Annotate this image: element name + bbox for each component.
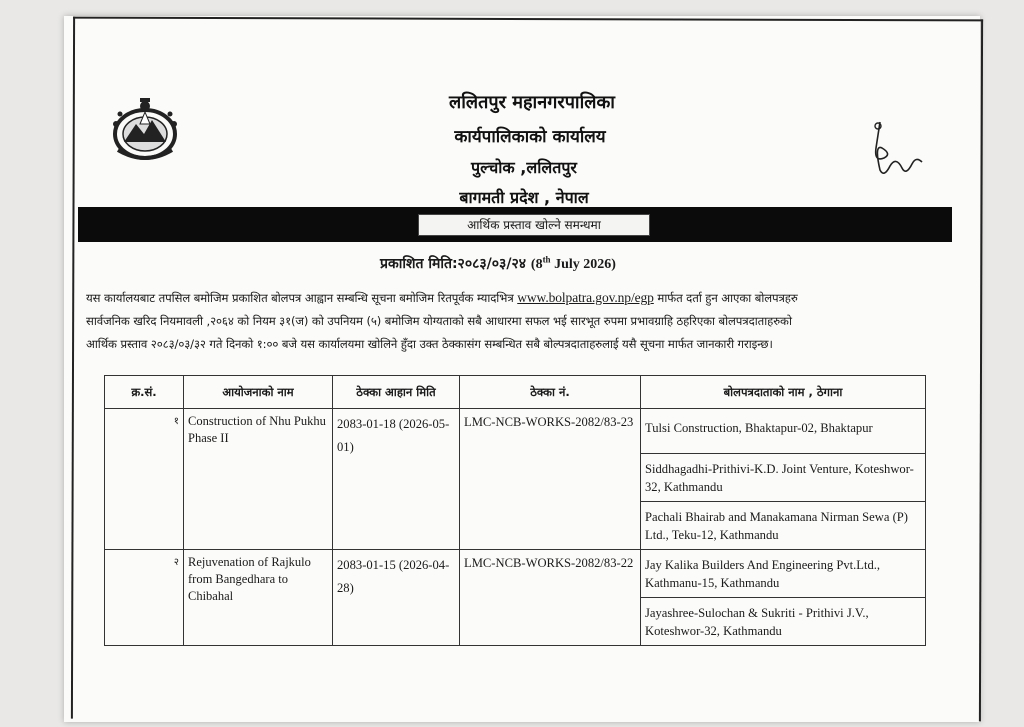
row-project: Construction of Nhu Pukhu Phase II	[184, 409, 333, 550]
header-contract: ठेक्का नं.	[460, 376, 641, 409]
paragraph-line-3: आर्थिक प्रस्ताव २०८३/०३/३२ गते दिनको १:०० बजे यस कार्यालयमा खोलिने हुँदा उक्त ठेक्कासंग सम्बन्धित सबै बोल्पत्रदाताहरुलाई यसै सूचना मार्फत जानकारी गराइन्छ।	[86, 337, 773, 351]
row-bidders	[641, 409, 926, 550]
row-contract: LMC-NCB-WORKS-2082/83-22	[460, 550, 641, 646]
egp-link[interactable]: www.bolpatra.gov.np/egp	[517, 290, 654, 305]
paragraph-line-2: सार्वजनिक खरिद नियमावली ,२०६४ को नियम ३१(ज) को उपनियम (५) बमोजिम योग्यताको सबै आधारमा सफल भई सारभूत रुपमा प्रभावग्राहि ठहरिएका बोलपत्रदाताहरुको	[86, 314, 792, 328]
publication-date-english: (8th July 2026)	[530, 254, 616, 272]
header-date: ठेक्का आहान मिति	[333, 376, 460, 409]
province-country: बागमती प्रदेश , नेपाल	[459, 188, 589, 207]
header-sn: क्र.सं.	[105, 376, 184, 409]
publication-date-label: प्रकाशित मिति:२०८३/०३/२४	[380, 256, 527, 272]
office-name: कार्यपालिकाको कार्यालय	[454, 127, 606, 147]
row-date: 2083-01-18 (2026-05-01)	[333, 409, 460, 550]
notice-paragraph	[86, 286, 956, 356]
row-sn: १	[105, 409, 184, 550]
bidder-item: Siddhagadhi-Prithivi-K.D. Joint Venture, Koteshwor-32, Kathmandu	[641, 454, 925, 502]
header-project: आयोजनाको नाम	[184, 376, 333, 409]
row-date: 2083-01-15 (2026-04-28)	[333, 550, 460, 646]
header-bidders: बोलपत्रदाताको नाम , ठेगाना	[641, 376, 926, 409]
bidder-item: Pachali Bhairab and Manakamana Nirman Sewa (P) Ltd., Teku-12, Kathmandu	[645, 510, 908, 542]
bidder-item: Tulsi Construction, Bhaktapur-02, Bhaktapur	[641, 409, 925, 454]
table-row	[105, 409, 926, 550]
table-row	[105, 550, 926, 646]
paragraph-line-1: यस कार्यालयबाट तपसिल बमोजिम प्रकाशित बोलपत्र आह्वान सम्बन्धि सूचना बमोजिम रितपूर्वक म्यादभित्र www.bolpatra.gov.np/egp मार्फत दर्ता हुन आएका बोलपत्रहरु	[86, 290, 798, 305]
notice-subject: आर्थिक प्रस्ताव खोल्ने समन्धमा	[418, 214, 650, 236]
bidder-item: Jay Kalika Builders And Engineering Pvt.Ltd., Kathmanu-15, Kathmandu	[641, 550, 925, 598]
row-project: Rejuvenation of Rajkulo from Bangedhara to Chibahal	[184, 550, 333, 646]
row-contract: LMC-NCB-WORKS-2082/83-23	[460, 409, 641, 550]
publication-date	[380, 254, 616, 273]
row-bidders	[641, 550, 926, 646]
row-sn: २	[105, 550, 184, 646]
office-location: पुल्चोक ,ललितपुर	[471, 158, 577, 177]
table-header-row	[105, 376, 926, 409]
bidders-table	[104, 375, 926, 646]
municipality-name: ललितपुर महानगरपालिका	[449, 92, 615, 113]
bidder-item: Jayashree-Sulochan & Sukriti - Prithivi J.V., Koteshwor-32, Kathmandu	[645, 606, 869, 638]
